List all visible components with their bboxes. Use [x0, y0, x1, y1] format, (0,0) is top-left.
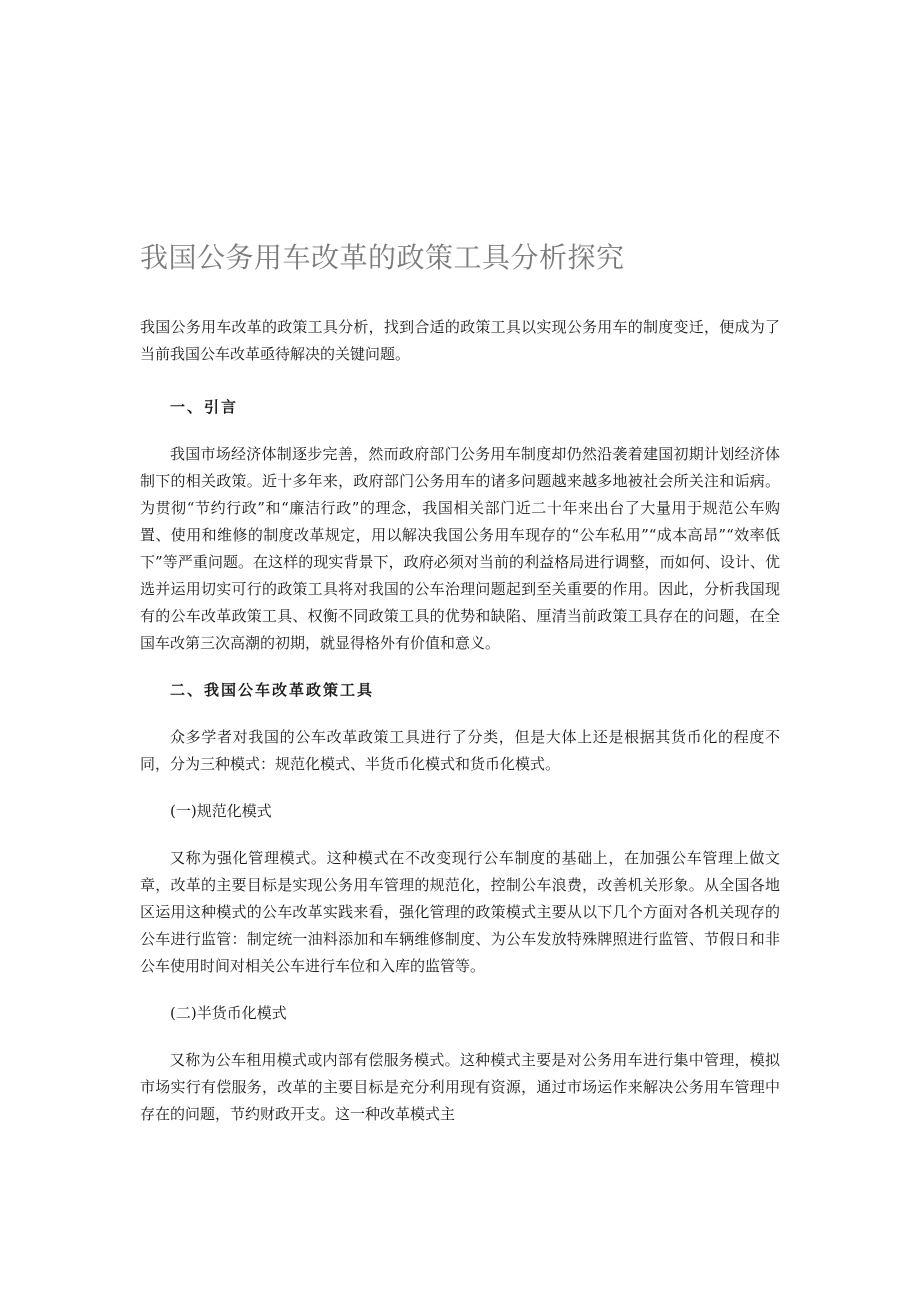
section-paragraph: 我国市场经济体制逐步完善，然而政府部门公务用车制度却仍然沿袭着建国初期计划经济体制下的相关政策。近十多年来，政府部门公务用车的诸多问题越来越多地被社会所关注和诟病。为贯彻“节约行政”和“廉洁行政”的理念，我国相关部门近二十年来出台了大量用于规范公车购置、使用和维修的制度改革规定，用以解决我国公务用车现存的“公车私用”“成本高昂”“效率低下”等严重问题。在这样的现实背景下，政府必须对当前的利益格局进行调整，而如何、设计、优选并运用切实可行的政策工具将对我国的公车治理问题起到至关重要的作用。因此，分析我国现有的公车改革政策工具、权衡不同政策工具的优势和缺陷、厘清当前政策工具存在的问题，在全国车改第三次高潮的初期，就显得格外有价值和意义。: [140, 445, 780, 652]
subsection-paragraph: 又称为强化管理模式。这种模式在不改变现行公车制度的基础上，在加强公车管理上做文章，改革的主要目标是实现公务用车管理的规范化，控制公车浪费，改善机关形象。从全国各地区运用这种模式的公车改革实践来看，强化管理的政策模式主要从以下几个方面对各机关现存的公车进行监管：制定统一油料添加和车辆维修制度、为公车发放特殊牌照进行监管、节假日和非公车使用时间对相关公车进行车位和入库的监管等。: [140, 849, 780, 975]
document-title: 我国公务用车改革的政策工具分析探究: [140, 241, 625, 274]
document-body: [140, 236, 780, 1148]
intro-paragraph: 我国公务用车改革的政策工具分析，找到合适的政策工具以实现公务用车的制度变迁，便成为了当前我国公车改革亟待解决的关键问题。: [140, 318, 780, 363]
subsection-heading-semi-monetization: (二)半货币化模式: [170, 1004, 287, 1022]
section-paragraph: 众多学者对我国的公车改革政策工具进行了分类，但是大体上还是根据其货币化的程度不同，分为三种模式：规范化模式、半货币化模式和货币化模式。: [140, 728, 780, 773]
subsection-heading-standardization: (一)规范化模式: [170, 802, 272, 820]
subsection-paragraph: 又称为公车租用模式或内部有偿服务模式。这种模式主要是对公务用车进行集中管理，模拟市场实行有偿服务，改革的主要目标是充分利用现有资源，通过市场运作来解决公务用车管理中存在的问题，节约财政开支。这一种改革模式主: [140, 1051, 780, 1123]
section-heading-policy-tools: 二、我国公车改革政策工具: [170, 681, 375, 699]
section-heading-introduction: 一、引言: [170, 398, 239, 416]
